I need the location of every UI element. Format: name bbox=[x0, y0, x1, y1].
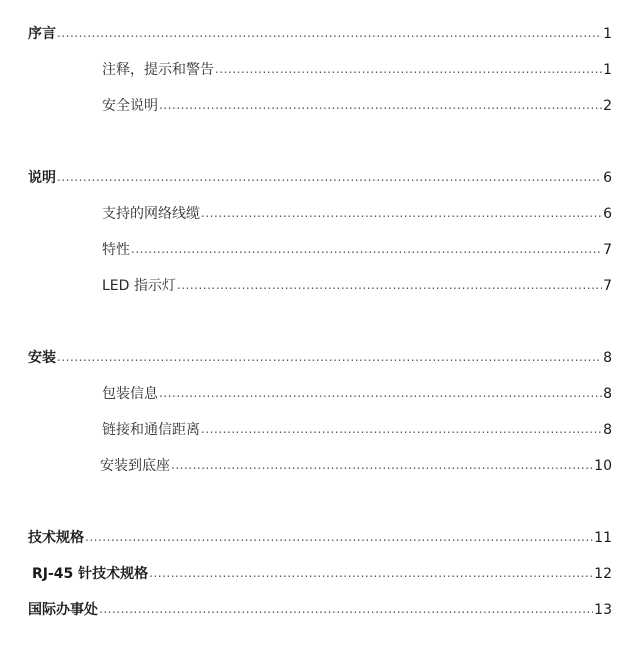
toc-entry-title: 注释，提示和警告 bbox=[102, 62, 214, 78]
toc-entry-features[interactable] bbox=[102, 238, 612, 262]
toc-entry-description[interactable] bbox=[28, 166, 612, 190]
toc-entry-rj45-pin-specs[interactable] bbox=[32, 562, 612, 586]
toc-entry-title: 国际办事处 bbox=[28, 602, 98, 618]
toc-page-number: 8 bbox=[603, 422, 612, 438]
toc-entry-title: 链接和通信距离 bbox=[102, 422, 200, 438]
toc-page-number: 8 bbox=[603, 350, 612, 366]
toc-dot-leader bbox=[99, 597, 593, 621]
toc-dot-leader bbox=[201, 417, 602, 441]
toc-entry-package-contents[interactable] bbox=[102, 382, 612, 406]
toc-entry-links-distance[interactable] bbox=[102, 418, 612, 442]
toc-entry-mount-to-base[interactable] bbox=[100, 454, 612, 478]
toc-page-number: 7 bbox=[603, 242, 612, 258]
toc-page-number: 6 bbox=[603, 206, 612, 222]
toc-entry-title: 安装 bbox=[28, 350, 56, 366]
toc-dot-leader bbox=[85, 525, 593, 549]
toc-page-number: 2 bbox=[603, 98, 612, 114]
toc-entry-title: 安全说明 bbox=[102, 98, 158, 114]
toc-entry-international-offices[interactable] bbox=[28, 598, 612, 622]
toc-entry-led-indicators[interactable] bbox=[102, 274, 612, 298]
toc-entry-title: 支持的网络线缆 bbox=[102, 206, 200, 222]
toc-entry-preface[interactable] bbox=[28, 22, 612, 46]
toc-page-number: 10 bbox=[594, 458, 612, 474]
toc-entry-title: 安装到底座 bbox=[100, 458, 170, 474]
toc-entry-title: 序言 bbox=[28, 26, 56, 42]
toc-dot-leader bbox=[131, 237, 602, 261]
toc-page-number: 8 bbox=[603, 386, 612, 402]
toc-dot-leader bbox=[201, 201, 602, 225]
toc-dot-leader bbox=[149, 561, 593, 585]
toc-dot-leader bbox=[177, 273, 602, 297]
toc-entry-title: 包装信息 bbox=[102, 386, 158, 402]
toc-dot-leader bbox=[215, 57, 602, 81]
toc-dot-leader bbox=[57, 165, 602, 189]
toc-entry-title: 特性 bbox=[102, 242, 130, 258]
toc-page-number: 6 bbox=[603, 170, 612, 186]
toc-dot-leader bbox=[159, 381, 602, 405]
toc-entry-title: 说明 bbox=[28, 170, 56, 186]
toc-page-number: 1 bbox=[603, 26, 612, 42]
toc-dot-leader bbox=[171, 453, 593, 477]
toc-entry-supported-cables[interactable] bbox=[102, 202, 612, 226]
toc-entry-title: LED 指示灯 bbox=[102, 278, 176, 294]
toc-entry-title: RJ-45 针技术规格 bbox=[32, 566, 149, 582]
toc-entry-title: 技术规格 bbox=[28, 530, 84, 546]
toc-page-number: 12 bbox=[594, 566, 612, 582]
toc-dot-leader bbox=[159, 93, 602, 117]
toc-entry-installation[interactable] bbox=[28, 346, 612, 370]
toc-page-number: 11 bbox=[594, 530, 612, 546]
toc-page-number: 13 bbox=[594, 602, 612, 618]
toc-dot-leader bbox=[57, 21, 602, 45]
toc-entry-specifications[interactable] bbox=[28, 526, 612, 550]
toc-dot-leader bbox=[57, 345, 602, 369]
toc-entry-notes-tips-warnings[interactable] bbox=[102, 58, 612, 82]
toc-page-number: 1 bbox=[603, 62, 612, 78]
toc-page-number: 7 bbox=[603, 278, 612, 294]
toc-entry-safety-instructions[interactable] bbox=[102, 94, 612, 118]
